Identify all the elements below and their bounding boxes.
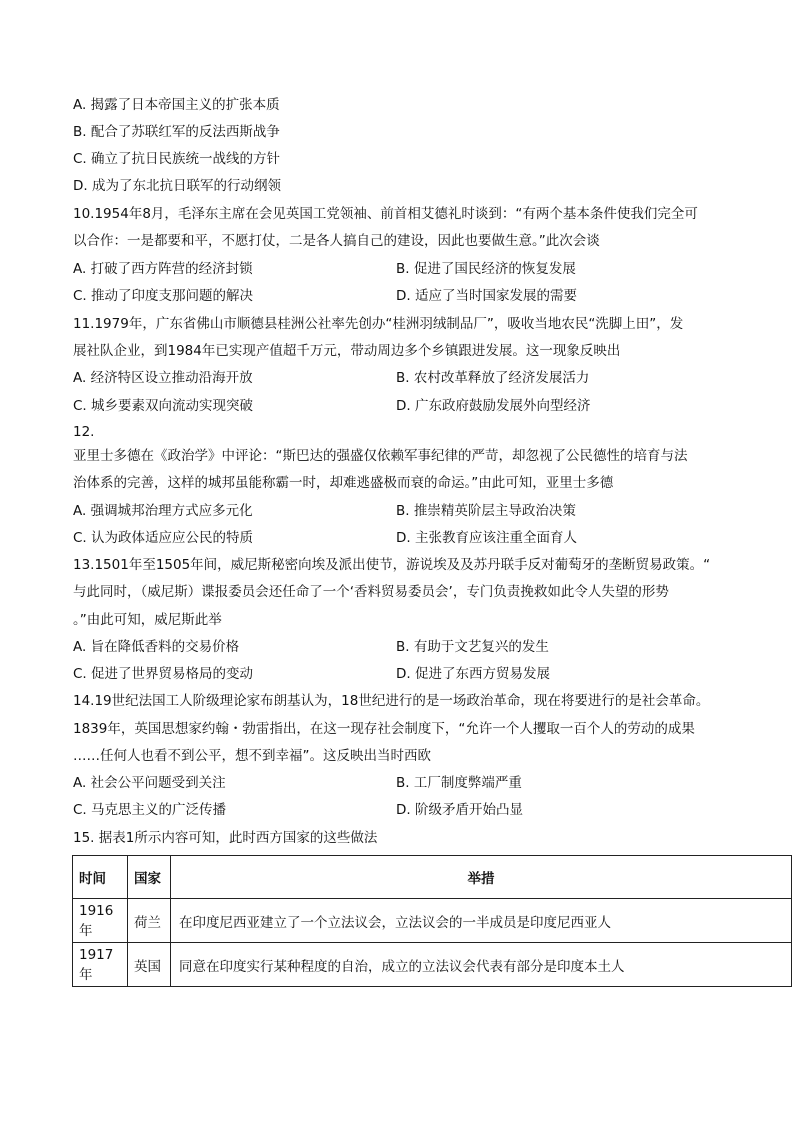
q13-option-d: D. 促进了东西方贸易发展	[396, 666, 550, 682]
q14-stem-line-2: 1839年，英国思想家约翰・勃雷指出，在这一现存社会制度下，“允许一个人攫取一百个人的劳动的成果	[73, 721, 695, 737]
table-header-row	[73, 856, 792, 899]
q15-table	[72, 855, 792, 987]
q12-stem-line-2: 治体系的完善，这样的城邦虽能称霸一时，却难逃盛极而衰的命运。”由此可知，亚里士多德	[73, 475, 614, 491]
q11-option-d: D. 广东政府鼓励发展外向型经济	[396, 398, 591, 414]
q12-option-c: C. 认为政体适应应公民的特质	[73, 530, 254, 546]
table-row	[73, 943, 792, 987]
q12-option-d: D. 主张教育应该注重全面育人	[396, 530, 577, 546]
q12-number: 12.	[73, 424, 95, 440]
q11-stem-line-2: 展社队企业，到1984年已实现产值超千万元，带动周边多个乡镇跟进发展。这一现象反映出	[73, 343, 621, 359]
q12-option-a: A. 强调城邦治理方式应多元化	[73, 503, 253, 519]
q14-option-b: B. 工厂制度弊端严重	[396, 775, 522, 791]
q14-option-c: C. 马克思主义的广泛传播	[73, 802, 227, 818]
q12-option-b: B. 推崇精英阶层主导政治决策	[396, 503, 576, 519]
q10-option-d: D. 适应了当时国家发展的需要	[396, 288, 577, 304]
q13-option-c: C. 促进了世界贸易格局的变动	[73, 666, 254, 682]
q10-option-b: B. 促进了国民经济的恢复发展	[396, 261, 576, 277]
q9-option-a: A. 揭露了日本帝国主义的扩张本质	[73, 97, 280, 113]
table-cell-time: 1916年	[73, 899, 128, 943]
q11-stem-line-1: 11.1979年，广东省佛山市顺德县桂洲公社率先创办“桂洲羽绒制品厂”，吸收当地农民“洗脚上田”，发	[73, 316, 684, 332]
q14-option-d: D. 阶级矛盾开始凸显	[396, 802, 523, 818]
q9-option-b: B. 配合了苏联红军的反法西斯战争	[73, 124, 280, 140]
table-row	[73, 899, 792, 943]
q13-option-a: A. 旨在降低香料的交易价格	[73, 639, 240, 655]
table-header-measure: 举措	[171, 856, 792, 899]
q13-option-b: B. 有助于文艺复兴的发生	[396, 639, 549, 655]
q9-option-c: C. 确立了抗日民族统一战线的方针	[73, 151, 281, 167]
table-cell-measure: 同意在印度实行某种程度的自治，成立的立法议会代表有部分是印度本土人	[171, 943, 792, 987]
table-header-country: 国家	[128, 856, 171, 899]
q14-stem-line-1: 14.19世纪法国工人阶级理论家布朗基认为，18世纪进行的是一场政治革命，现在将要进行的是社会革命。	[73, 693, 710, 709]
q15-stem: 15. 据表1所示内容可知，此时西方国家的这些做法	[73, 830, 378, 846]
q9-option-d: D. 成为了东北抗日联军的行动纲领	[73, 178, 281, 194]
table-cell-country: 英国	[128, 943, 171, 987]
q10-stem-line-1: 10.1954年8月，毛泽东主席在会见英国工党领袖、前首相艾德礼时谈到：“有两个基本条件使我们完全可	[73, 206, 698, 222]
table-cell-country: 荷兰	[128, 899, 171, 943]
q10-option-c: C. 推动了印度支那问题的解决	[73, 288, 254, 304]
q10-stem-line-2: 以合作：一是都要和平，不愿打仗，二是各人搞自己的建设，因此也要做生意。”此次会谈	[73, 233, 600, 249]
q14-stem-line-3: ……任何人也看不到公平，想不到幸福”。这反映出当时西欧	[73, 748, 431, 764]
table-cell-measure: 在印度尼西亚建立了一个立法议会，立法议会的一半成员是印度尼西亚人	[171, 899, 792, 943]
q12-stem-line-1: 亚里士多德在《政治学》中评论：“斯巴达的强盛仅依赖军事纪律的严苛，却忽视了公民德性的培育与法	[73, 448, 688, 464]
q10-option-a: A. 打破了西方阵营的经济封锁	[73, 261, 253, 277]
q11-option-b: B. 农村改革释放了经济发展活力	[396, 370, 590, 386]
q13-stem-line-2: 与此同时，（威尼斯）谍报委员会还任命了一个‘香料贸易委员会’，专门负责挽救如此令人失望的形势	[73, 584, 669, 600]
q11-option-c: C. 城乡要素双向流动实现突破	[73, 398, 254, 414]
table-header-time: 时间	[73, 856, 128, 899]
q11-option-a: A. 经济特区设立推动沿海开放	[73, 370, 253, 386]
table-cell-time: 1917年	[73, 943, 128, 987]
q14-option-a: A. 社会公平问题受到关注	[73, 775, 226, 791]
q13-stem-line-3: 。”由此可知，威尼斯此举	[73, 612, 222, 628]
q13-stem-line-1: 13.1501年至1505年间，威尼斯秘密向埃及派出使节，游说埃及及苏丹联手反对葡萄牙的垄断贸易政策。“	[73, 557, 711, 573]
